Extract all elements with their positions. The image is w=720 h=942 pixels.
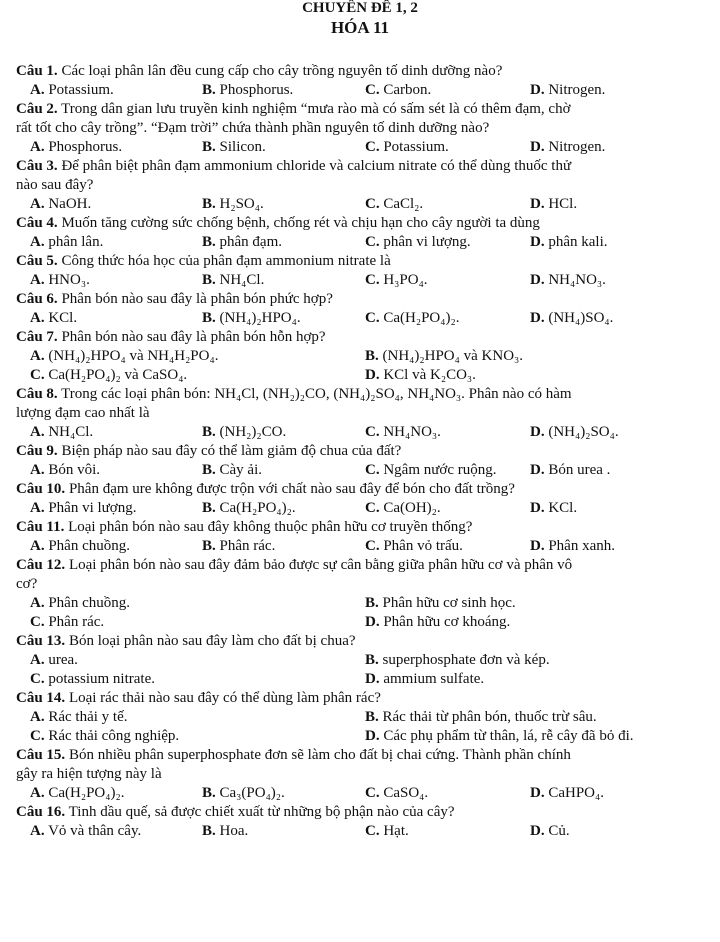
question-16-options: [30, 822, 710, 840]
option-b[interactable]: B. superphosphate đơn và kép.: [365, 652, 550, 668]
option-d[interactable]: D. HCl.: [530, 196, 578, 212]
question-14-options-row1: [30, 708, 710, 726]
option-d[interactable]: D. Các phụ phẩm từ thân, lá, rễ cây đã bỏ đi.: [365, 728, 634, 744]
question-16-stem: [16, 803, 455, 821]
option-a[interactable]: A. HNO₃.: [30, 272, 90, 288]
question-9-stem: [16, 442, 401, 460]
option-b[interactable]: B. H₂SO₄.: [202, 196, 264, 212]
question-8-text-cont: lượng đạm cao nhất là: [16, 405, 150, 421]
option-c[interactable]: C. Phân vỏ trấu.: [365, 538, 463, 554]
question-13-label: Câu 13.: [16, 633, 66, 649]
question-6-options: [30, 309, 710, 327]
question-11-stem: [16, 518, 472, 536]
question-1-label: Câu 1.: [16, 63, 58, 79]
question-7-options-row2: [30, 366, 710, 384]
option-c[interactable]: C. Potassium.: [365, 139, 449, 155]
option-d[interactable]: D. CaHPO₄.: [530, 785, 604, 801]
question-14-stem: [16, 689, 381, 707]
question-3-stem: [16, 157, 571, 175]
question-11-text: Loại phân bón nào sau đây không thuộc phân hữu cơ truyền thống?: [64, 519, 473, 535]
question-8-label: Câu 8.: [16, 386, 58, 402]
question-4-stem: [16, 214, 540, 232]
option-b[interactable]: B. Cày ải.: [202, 462, 263, 478]
question-13-text: Bón loại phân nào sau đây làm cho đất bị chua?: [65, 633, 356, 649]
question-11-options: [30, 537, 710, 555]
option-c[interactable]: C. Carbon.: [365, 82, 432, 98]
question-3-label: Câu 3.: [16, 158, 58, 174]
option-b[interactable]: B. Ca₃(PO₄)₂.: [202, 785, 285, 801]
option-a[interactable]: A. urea.: [30, 652, 78, 668]
option-c[interactable]: C. Hạt.: [365, 823, 409, 839]
option-b[interactable]: B. phân đạm.: [202, 234, 282, 250]
question-13-stem: [16, 632, 356, 650]
question-14-label: Câu 14.: [16, 690, 66, 706]
option-c[interactable]: C. H₃PO₄.: [365, 272, 428, 288]
question-8-text: Trong các loại phân bón: NH₄Cl, (NH₂)₂CO, (NH₄)₂SO₄, NH₄NO₃. Phân nào có hàm: [57, 386, 572, 402]
question-12-options-row1: [30, 594, 710, 612]
option-a[interactable]: A. (NH₄)₂HPO₄ và NH₄H₂PO₄.: [30, 348, 219, 364]
question-5-label: Câu 5.: [16, 253, 58, 269]
option-b[interactable]: B. NH₄Cl.: [202, 272, 265, 288]
option-d[interactable]: D. NH₄NO₃.: [530, 272, 606, 288]
option-a[interactable]: A. Phân chuồng.: [30, 595, 131, 611]
question-3-text: Để phân biệt phân đạm ammonium chloride và calcium nitrate có thể dùng thuốc thử: [57, 158, 572, 174]
question-5-options: [30, 271, 710, 289]
question-2-options: [30, 138, 710, 156]
question-12-label: Câu 12.: [16, 557, 66, 573]
topic-heading: CHUYÊN ĐỀ 1, 2: [302, 0, 418, 16]
question-15-text-cont: gây ra hiện tượng này là: [16, 766, 162, 782]
option-d[interactable]: D. phân kali.: [530, 234, 608, 250]
question-6-text: Phân bón nào sau đây là phân bón phức hợp?: [57, 291, 333, 307]
question-4-text: Muốn tăng cường sức chống bệnh, chống rét và chịu hạn cho cây người ta dùng: [57, 215, 540, 231]
question-7-stem: [16, 328, 326, 346]
option-c[interactable]: C. NH₄NO₃.: [365, 424, 441, 440]
option-b[interactable]: B. (NH₄)₂HPO₄ và KNO₃.: [365, 348, 524, 364]
option-d[interactable]: D. ammium sulfate.: [365, 671, 485, 687]
option-a[interactable]: A. Vỏ và thân cây.: [30, 823, 142, 839]
option-a[interactable]: A. NaOH.: [30, 196, 92, 212]
question-3-options: [30, 195, 710, 213]
question-1-stem: [16, 62, 502, 80]
question-15-options: [30, 784, 710, 802]
question-1-options: [30, 81, 710, 99]
question-15-text: Bón nhiều phân superphosphate đơn sẽ làm cho đất bị chai cứng. Thành phần chính: [65, 747, 571, 763]
question-1-text: Các loại phân lân đều cung cấp cho cây trồng nguyên tố dinh dưỡng nào?: [57, 63, 503, 79]
question-5-text: Công thức hóa học của phân đạm ammonium nitrate là: [57, 253, 391, 269]
question-9-options: [30, 461, 710, 479]
option-a[interactable]: A. NH₄Cl.: [30, 424, 94, 440]
option-b[interactable]: B. Phosphorus.: [202, 82, 294, 98]
question-10-label: Câu 10.: [16, 481, 66, 497]
option-c[interactable]: C. Ngâm nước ruộng.: [365, 462, 497, 478]
question-14-text: Loại rác thải nào sau đây có thể dùng làm phân rác?: [65, 690, 381, 706]
option-b[interactable]: B. Phân rác.: [202, 538, 276, 554]
option-b[interactable]: B. Rác thải từ phân bón, thuốc trừ sâu.: [365, 709, 597, 725]
option-d[interactable]: D. (NH₄)SO₄.: [530, 310, 614, 326]
question-7-text: Phân bón nào sau đây là phân bón hỗn hợp?: [57, 329, 326, 345]
option-c[interactable]: C. Phân rác.: [30, 614, 105, 630]
option-d[interactable]: D. Bón urea .: [530, 462, 611, 478]
option-c[interactable]: C. Ca(OH)₂.: [365, 500, 441, 516]
question-16-text: Tinh dầu quế, sả được chiết xuất từ những bộ phận nào của cây?: [65, 804, 455, 820]
option-a[interactable]: A. Rác thải y tế.: [30, 709, 128, 725]
option-d[interactable]: D. Phân hữu cơ khoáng.: [365, 614, 511, 630]
subject-heading: HÓA 11: [330, 18, 390, 37]
option-d[interactable]: D. Nitrogen.: [530, 139, 606, 155]
question-10-options: [30, 499, 710, 517]
option-d[interactable]: D. Củ.: [530, 823, 570, 839]
option-d[interactable]: D. Phân xanh.: [530, 538, 616, 554]
option-b[interactable]: B. Ca(H₂PO₄)₂.: [202, 500, 296, 516]
question-12-options-row2: [30, 613, 710, 631]
question-2-stem: [16, 100, 571, 118]
question-13-options-row1: [30, 651, 710, 669]
question-13-options-row2: [30, 670, 710, 688]
option-b[interactable]: B. (NH₄)₂HPO₄.: [202, 310, 301, 326]
option-c[interactable]: C. Rác thải công nghiệp.: [30, 728, 180, 744]
question-7-label: Câu 7.: [16, 329, 58, 345]
question-16-label: Câu 16.: [16, 804, 66, 820]
option-a[interactable]: A. Phosphorus.: [30, 139, 123, 155]
question-4-label: Câu 4.: [16, 215, 58, 231]
question-6-label: Câu 6.: [16, 291, 58, 307]
option-a[interactable]: A. phân lân.: [30, 234, 104, 250]
question-10-stem: [16, 480, 515, 498]
option-d[interactable]: D. KCl.: [530, 500, 578, 516]
option-c[interactable]: C. CaSO₄.: [365, 785, 429, 801]
option-c[interactable]: C. CaCl₂.: [365, 196, 424, 212]
option-a[interactable]: A. Phân vi lượng.: [30, 500, 137, 516]
option-c[interactable]: C. Ca(H₂PO₄)₂.: [365, 310, 460, 326]
option-b[interactable]: B. Phân hữu cơ sinh học.: [365, 595, 516, 611]
option-d[interactable]: D. KCl và K₂CO₃.: [365, 367, 476, 383]
question-5-stem: [16, 252, 391, 270]
question-8-stem: [16, 385, 572, 403]
option-d[interactable]: D. (NH₄)₂SO₄.: [530, 424, 619, 440]
option-a[interactable]: A. Ca(H₂PO₄)₂.: [30, 785, 125, 801]
question-12-text: Loại phân bón nào sau đây đảm bảo được sự cân bằng giữa phân hữu cơ và phân vô: [65, 557, 573, 573]
question-10-text: Phân đạm ure không được trộn với chất nào sau đây để bón cho đất trồng?: [65, 481, 515, 497]
question-15-label: Câu 15.: [16, 747, 66, 763]
question-14-options-row2: [30, 727, 710, 745]
option-a[interactable]: A. KCl.: [30, 310, 78, 326]
option-c[interactable]: C. phân vi lượng.: [365, 234, 471, 250]
question-12-text-cont: cơ?: [16, 576, 38, 592]
question-2-text-cont: rất tốt cho cây trồng”. “Đạm trời” chứa thành phần nguyên tố dinh dưỡng nào?: [16, 120, 490, 136]
question-4-options: [30, 233, 710, 251]
option-b[interactable]: B. Hoa.: [202, 823, 249, 839]
question-6-stem: [16, 290, 333, 308]
option-b[interactable]: B. Silicon.: [202, 139, 266, 155]
option-c[interactable]: C. potassium nitrate.: [30, 671, 155, 687]
option-c[interactable]: C. Ca(H₂PO₄)₂ và CaSO₄.: [30, 367, 188, 383]
question-15-stem: [16, 746, 571, 764]
question-9-text: Biện pháp nào sau đây có thể làm giảm độ chua của đất?: [57, 443, 402, 459]
question-2-text: Trong dân gian lưu truyền kinh nghiệm “mưa rào mà có sấm sét là có thêm đạm, chờ: [57, 101, 571, 117]
option-d[interactable]: D. Nitrogen.: [530, 82, 606, 98]
question-8-options: [30, 423, 710, 441]
option-a[interactable]: A. Phân chuồng.: [30, 538, 131, 554]
option-a[interactable]: A. Bón vôi.: [30, 462, 101, 478]
question-9-label: Câu 9.: [16, 443, 58, 459]
question-3-text-cont: nào sau đây?: [16, 177, 94, 193]
question-7-options-row1: [30, 347, 710, 365]
question-2-label: Câu 2.: [16, 101, 58, 117]
option-a[interactable]: A. Potassium.: [30, 82, 114, 98]
question-11-label: Câu 11.: [16, 519, 65, 535]
option-b[interactable]: B. (NH₂)₂CO.: [202, 424, 287, 440]
question-12-stem: [16, 556, 572, 574]
